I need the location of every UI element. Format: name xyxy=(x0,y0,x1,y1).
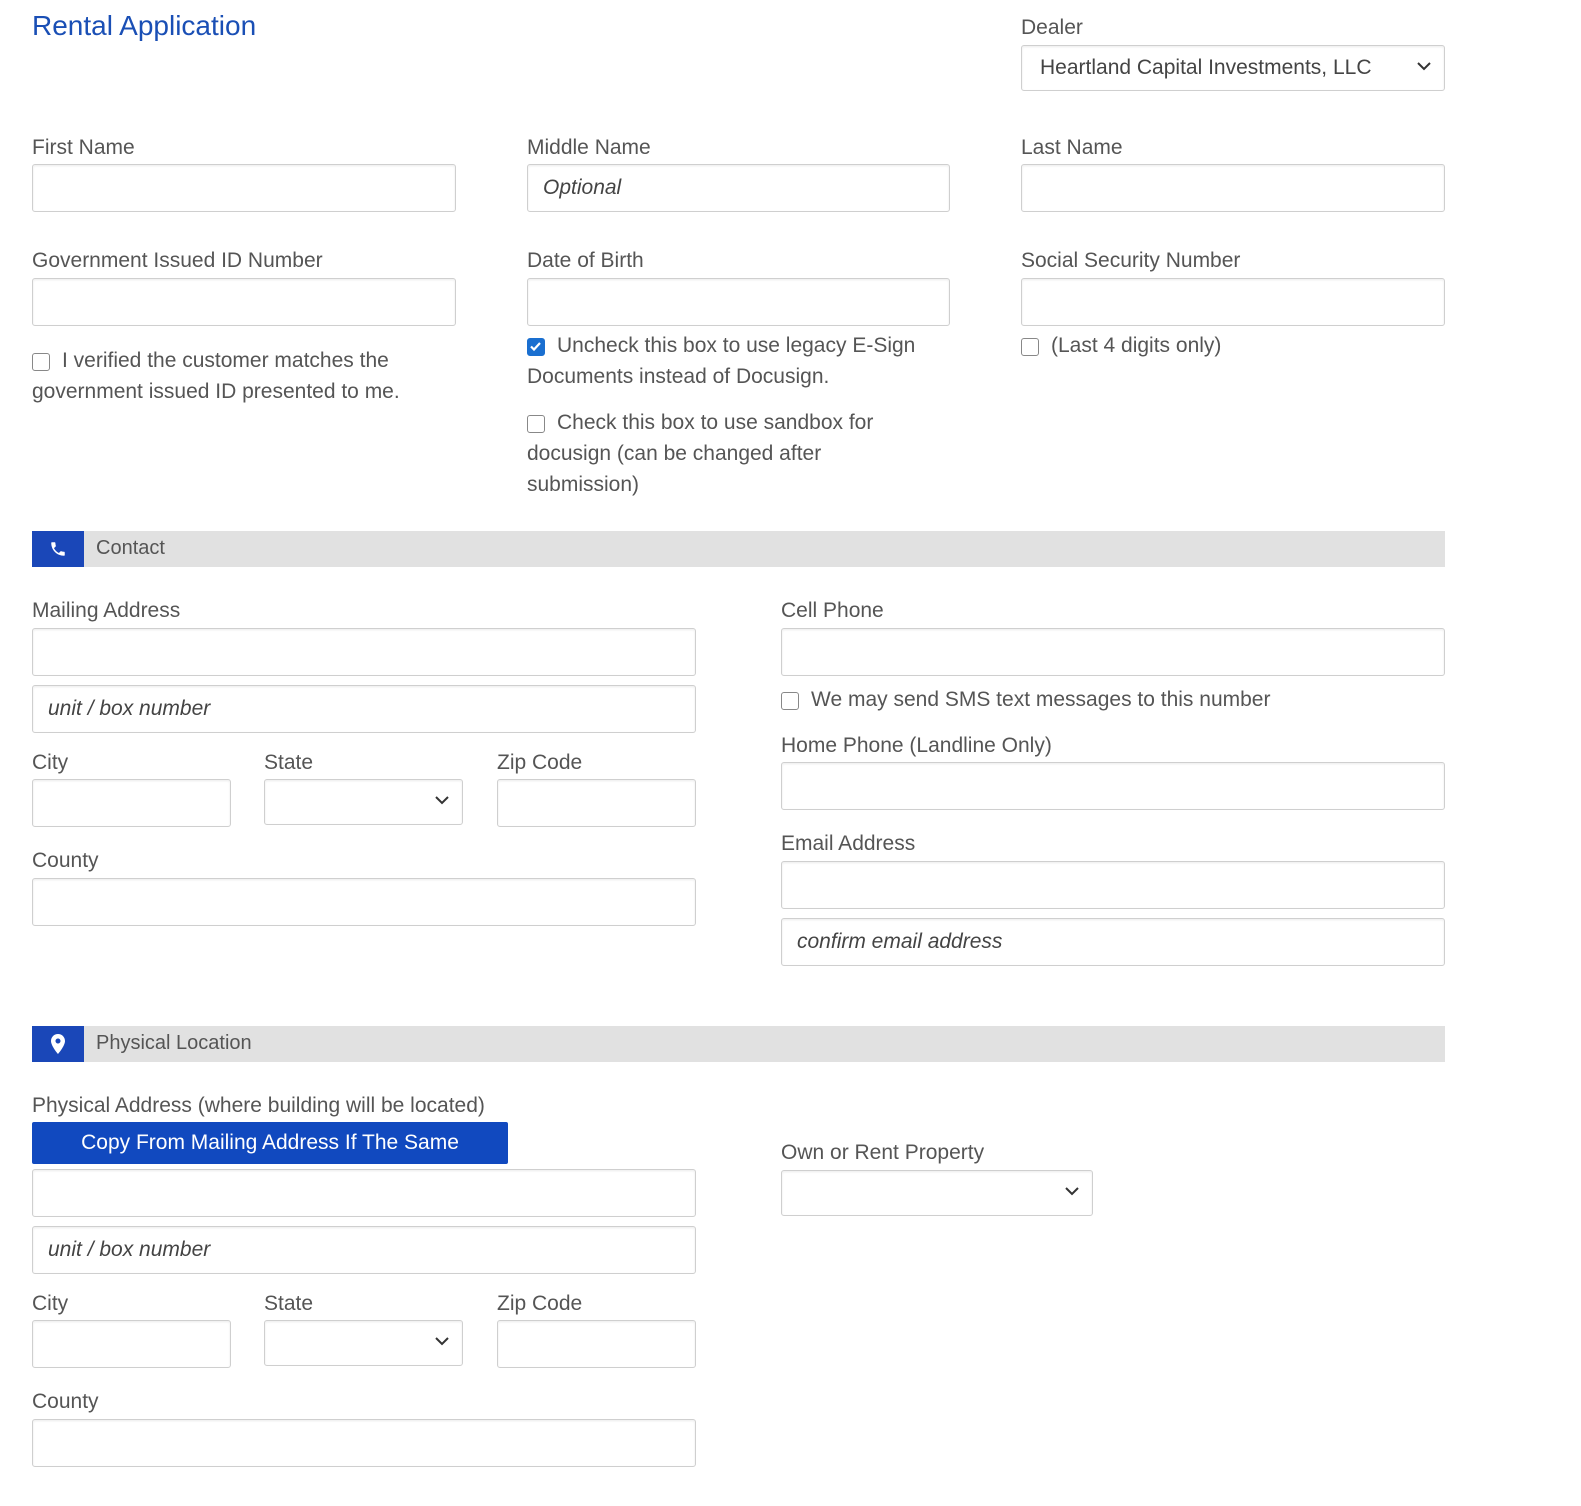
copy-from-mailing-button[interactable]: Copy From Mailing Address If The Same xyxy=(32,1122,508,1164)
phone-icon xyxy=(49,540,67,558)
physical-section-title: Physical Location xyxy=(96,1032,252,1054)
dealer-label: Dealer xyxy=(1021,16,1083,39)
first-name-label: First Name xyxy=(32,136,135,159)
dob-input[interactable] xyxy=(527,278,950,326)
physical-city-label: City xyxy=(32,1292,69,1315)
mailing-zip-label: Zip Code xyxy=(497,751,583,774)
dob-label: Date of Birth xyxy=(527,249,644,272)
verified-id-text: I verified the customer matches the government issued ID presented to me. xyxy=(32,349,400,403)
email-input[interactable] xyxy=(781,861,1445,909)
middle-name-input[interactable] xyxy=(527,164,950,212)
legacy-esign-text: Uncheck this box to use legacy E-Sign Documents instead of Docusign. xyxy=(527,334,916,388)
physical-address-input[interactable] xyxy=(32,1169,696,1217)
physical-county-label: County xyxy=(32,1390,99,1413)
mailing-county-label: County xyxy=(32,849,99,872)
phone-icon-box xyxy=(32,531,84,567)
first-name-input[interactable] xyxy=(32,164,456,212)
dealer-selected-value: Heartland Capital Investments, LLC xyxy=(1040,56,1372,79)
last4-checkbox[interactable] xyxy=(1021,338,1039,356)
sms-text: We may send SMS text messages to this number xyxy=(811,688,1271,711)
dealer-select[interactable] xyxy=(1021,45,1445,91)
mailing-city-label: City xyxy=(32,751,69,774)
chevron-down-icon xyxy=(1064,1185,1080,1197)
ssn-label: Social Security Number xyxy=(1021,249,1241,272)
chevron-down-icon xyxy=(434,794,450,806)
mailing-county-input[interactable] xyxy=(32,878,696,926)
physical-address-label: Physical Address (where building will be located) xyxy=(32,1094,485,1117)
physical-zip-input[interactable] xyxy=(497,1320,696,1368)
mailing-address-input[interactable] xyxy=(32,628,696,676)
middle-name-label: Middle Name xyxy=(527,136,651,159)
last-name-input[interactable] xyxy=(1021,164,1445,212)
page-title: Rental Application xyxy=(32,10,257,41)
mailing-state-select[interactable] xyxy=(264,779,463,825)
sandbox-text: Check this box to use sandbox for docusign (can be changed after submission) xyxy=(527,411,874,496)
chevron-down-icon xyxy=(1416,60,1432,72)
mailing-unit-input[interactable] xyxy=(32,685,696,733)
last-name-label: Last Name xyxy=(1021,136,1123,159)
confirm-email-input[interactable] xyxy=(781,918,1445,966)
map-pin-icon xyxy=(51,1034,65,1054)
chevron-down-icon xyxy=(434,1335,450,1347)
cell-phone-label: Cell Phone xyxy=(781,599,884,622)
mailing-city-input[interactable] xyxy=(32,779,231,827)
email-label: Email Address xyxy=(781,832,916,855)
physical-unit-input[interactable] xyxy=(32,1226,696,1274)
physical-section-header xyxy=(32,1026,1445,1062)
physical-state-label: State xyxy=(264,1292,314,1315)
mailing-zip-input[interactable] xyxy=(497,779,696,827)
mailing-state-label: State xyxy=(264,751,314,774)
own-rent-label: Own or Rent Property xyxy=(781,1141,985,1164)
cell-phone-input[interactable] xyxy=(781,628,1445,676)
physical-zip-label: Zip Code xyxy=(497,1292,583,1315)
contact-section-header xyxy=(32,531,1445,567)
home-phone-label: Home Phone (Landline Only) xyxy=(781,734,1052,757)
gov-id-label: Government Issued ID Number xyxy=(32,249,323,272)
physical-city-input[interactable] xyxy=(32,1320,231,1368)
ssn-input[interactable] xyxy=(1021,278,1445,326)
physical-county-input[interactable] xyxy=(32,1419,696,1467)
map-pin-icon-box xyxy=(32,1026,84,1062)
home-phone-input[interactable] xyxy=(781,762,1445,810)
last4-text: (Last 4 digits only) xyxy=(1051,334,1222,357)
gov-id-input[interactable] xyxy=(32,278,456,326)
physical-state-select[interactable] xyxy=(264,1320,463,1366)
own-rent-select[interactable] xyxy=(781,1170,1093,1216)
contact-section-title: Contact xyxy=(96,537,165,559)
mailing-address-label: Mailing Address xyxy=(32,599,181,622)
sms-checkbox[interactable] xyxy=(781,692,799,710)
